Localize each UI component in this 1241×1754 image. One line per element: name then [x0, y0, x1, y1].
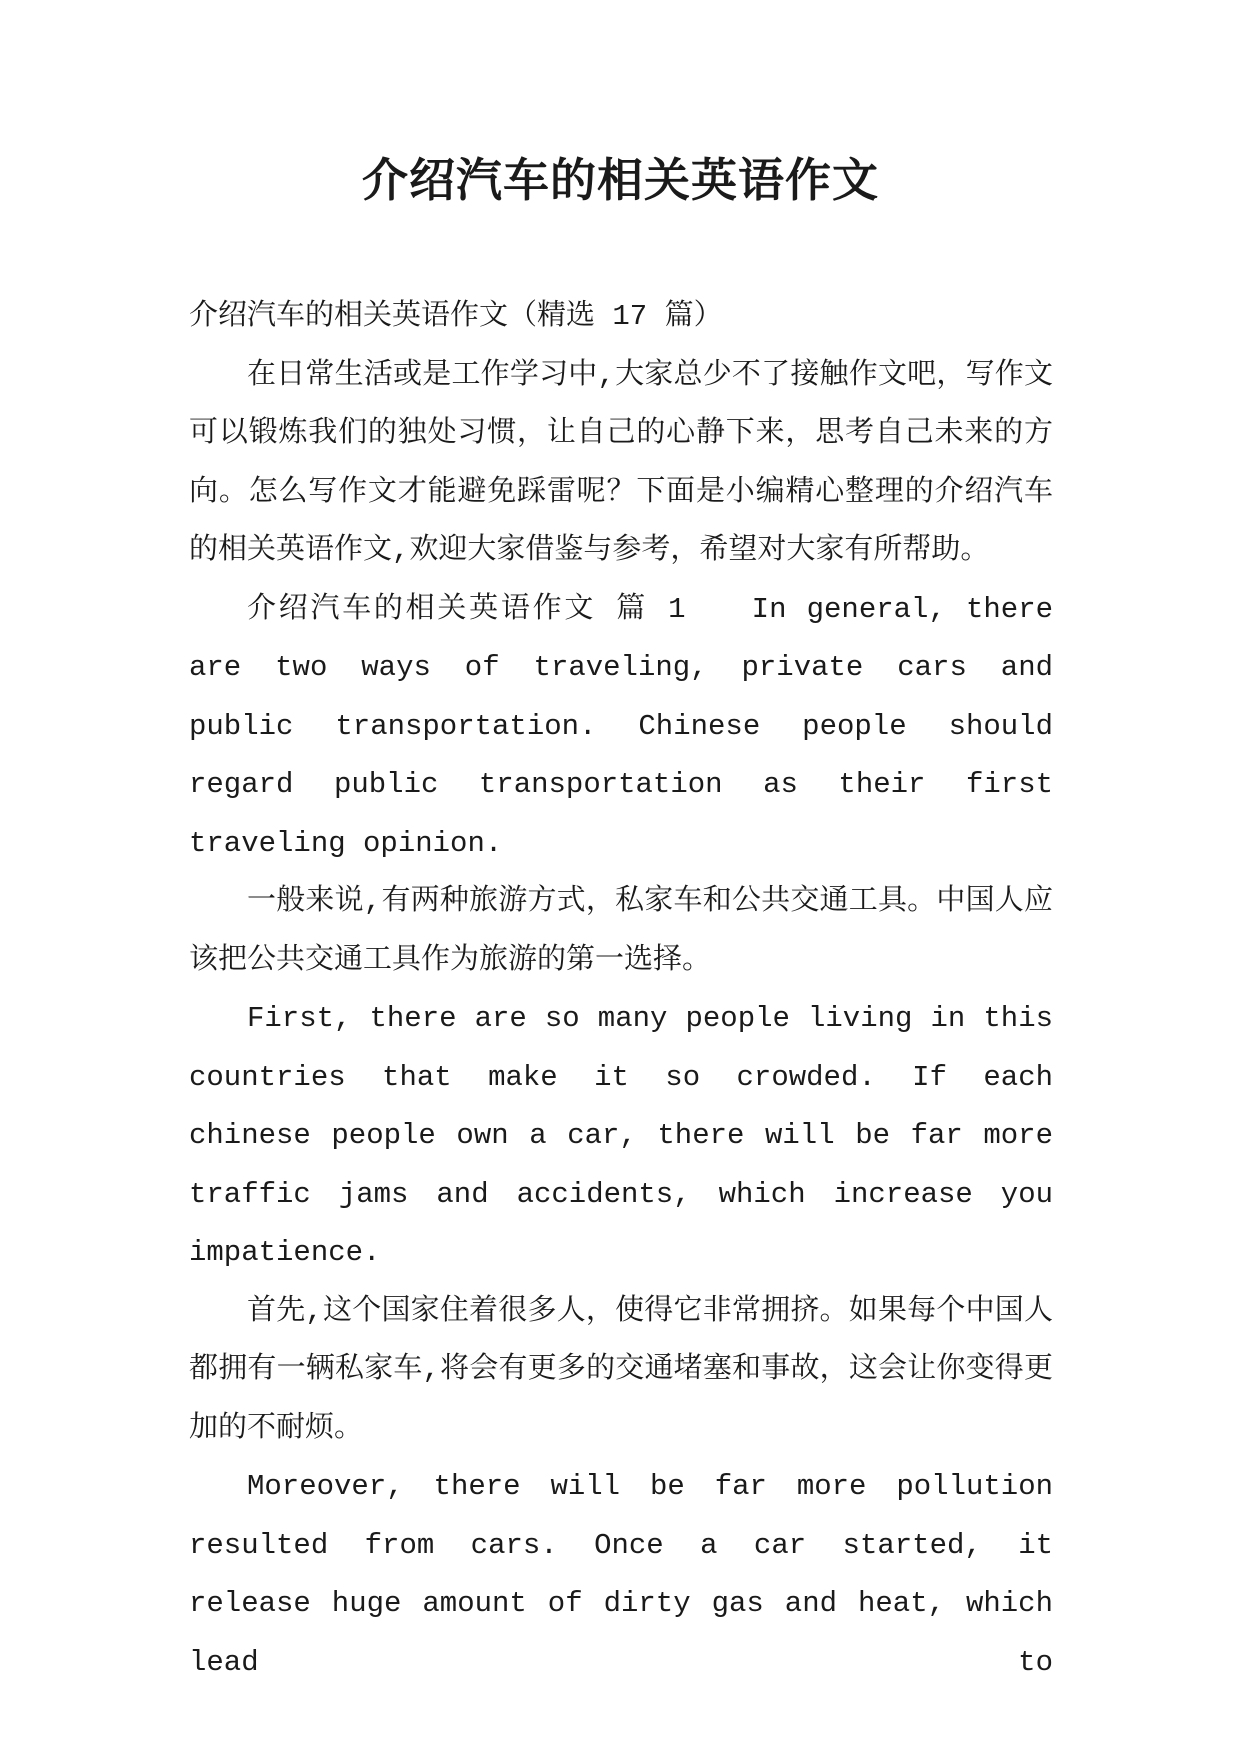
document-body — [189, 288, 1053, 1692]
document-title: 介绍汽车的相关英语作文 — [362, 153, 879, 207]
essay-1-chinese-paragraph-2: 首先,这个国家住着很多人，使得它非常拥挤。如果每个中国人都拥有一辆私家车,将会有更多的交通堵塞和事故，这会让你变得更加的不耐烦。 — [189, 1294, 1053, 1445]
essay-1-english-paragraph-1: 介绍汽车的相关英语作文 篇 1 In general, there are two ways of traveling, private cars and public transportation. Chinese people should regard public transportation as their first traveling opinion. — [189, 592, 1053, 860]
essay-1-english-paragraph-3: Moreover, there will be far more pollution resulted from cars. Once a car started, it release huge amount of dirty gas and heat, which lead to — [189, 1470, 1053, 1679]
intro-paragraph: 在日常生活或是工作学习中,大家总少不了接触作文吧，写作文可以锻炼我们的独处习惯，让自己的心静下来，思考自己未来的方向。怎么写作文才能避免踩雷呢？下面是小编精心整理的介绍汽车的相关英语作文,欢迎大家借鉴与参考，希望对大家有所帮助。 — [189, 358, 1053, 567]
subtitle-paragraph: 介绍汽车的相关英语作文（精选 17 篇） — [189, 300, 723, 333]
essay-1-english-paragraph-2: First, there are so many people living in this countries that make it so crowded. If each chinese people own a car, there will be far more traffic jams and accidents, which increase you impatience. — [189, 1002, 1053, 1269]
essay-1-chinese-paragraph-1: 一般来说,有两种旅游方式，私家车和公共交通工具。中国人应该把公共交通工具作为旅游的第一选择。 — [189, 885, 1053, 977]
